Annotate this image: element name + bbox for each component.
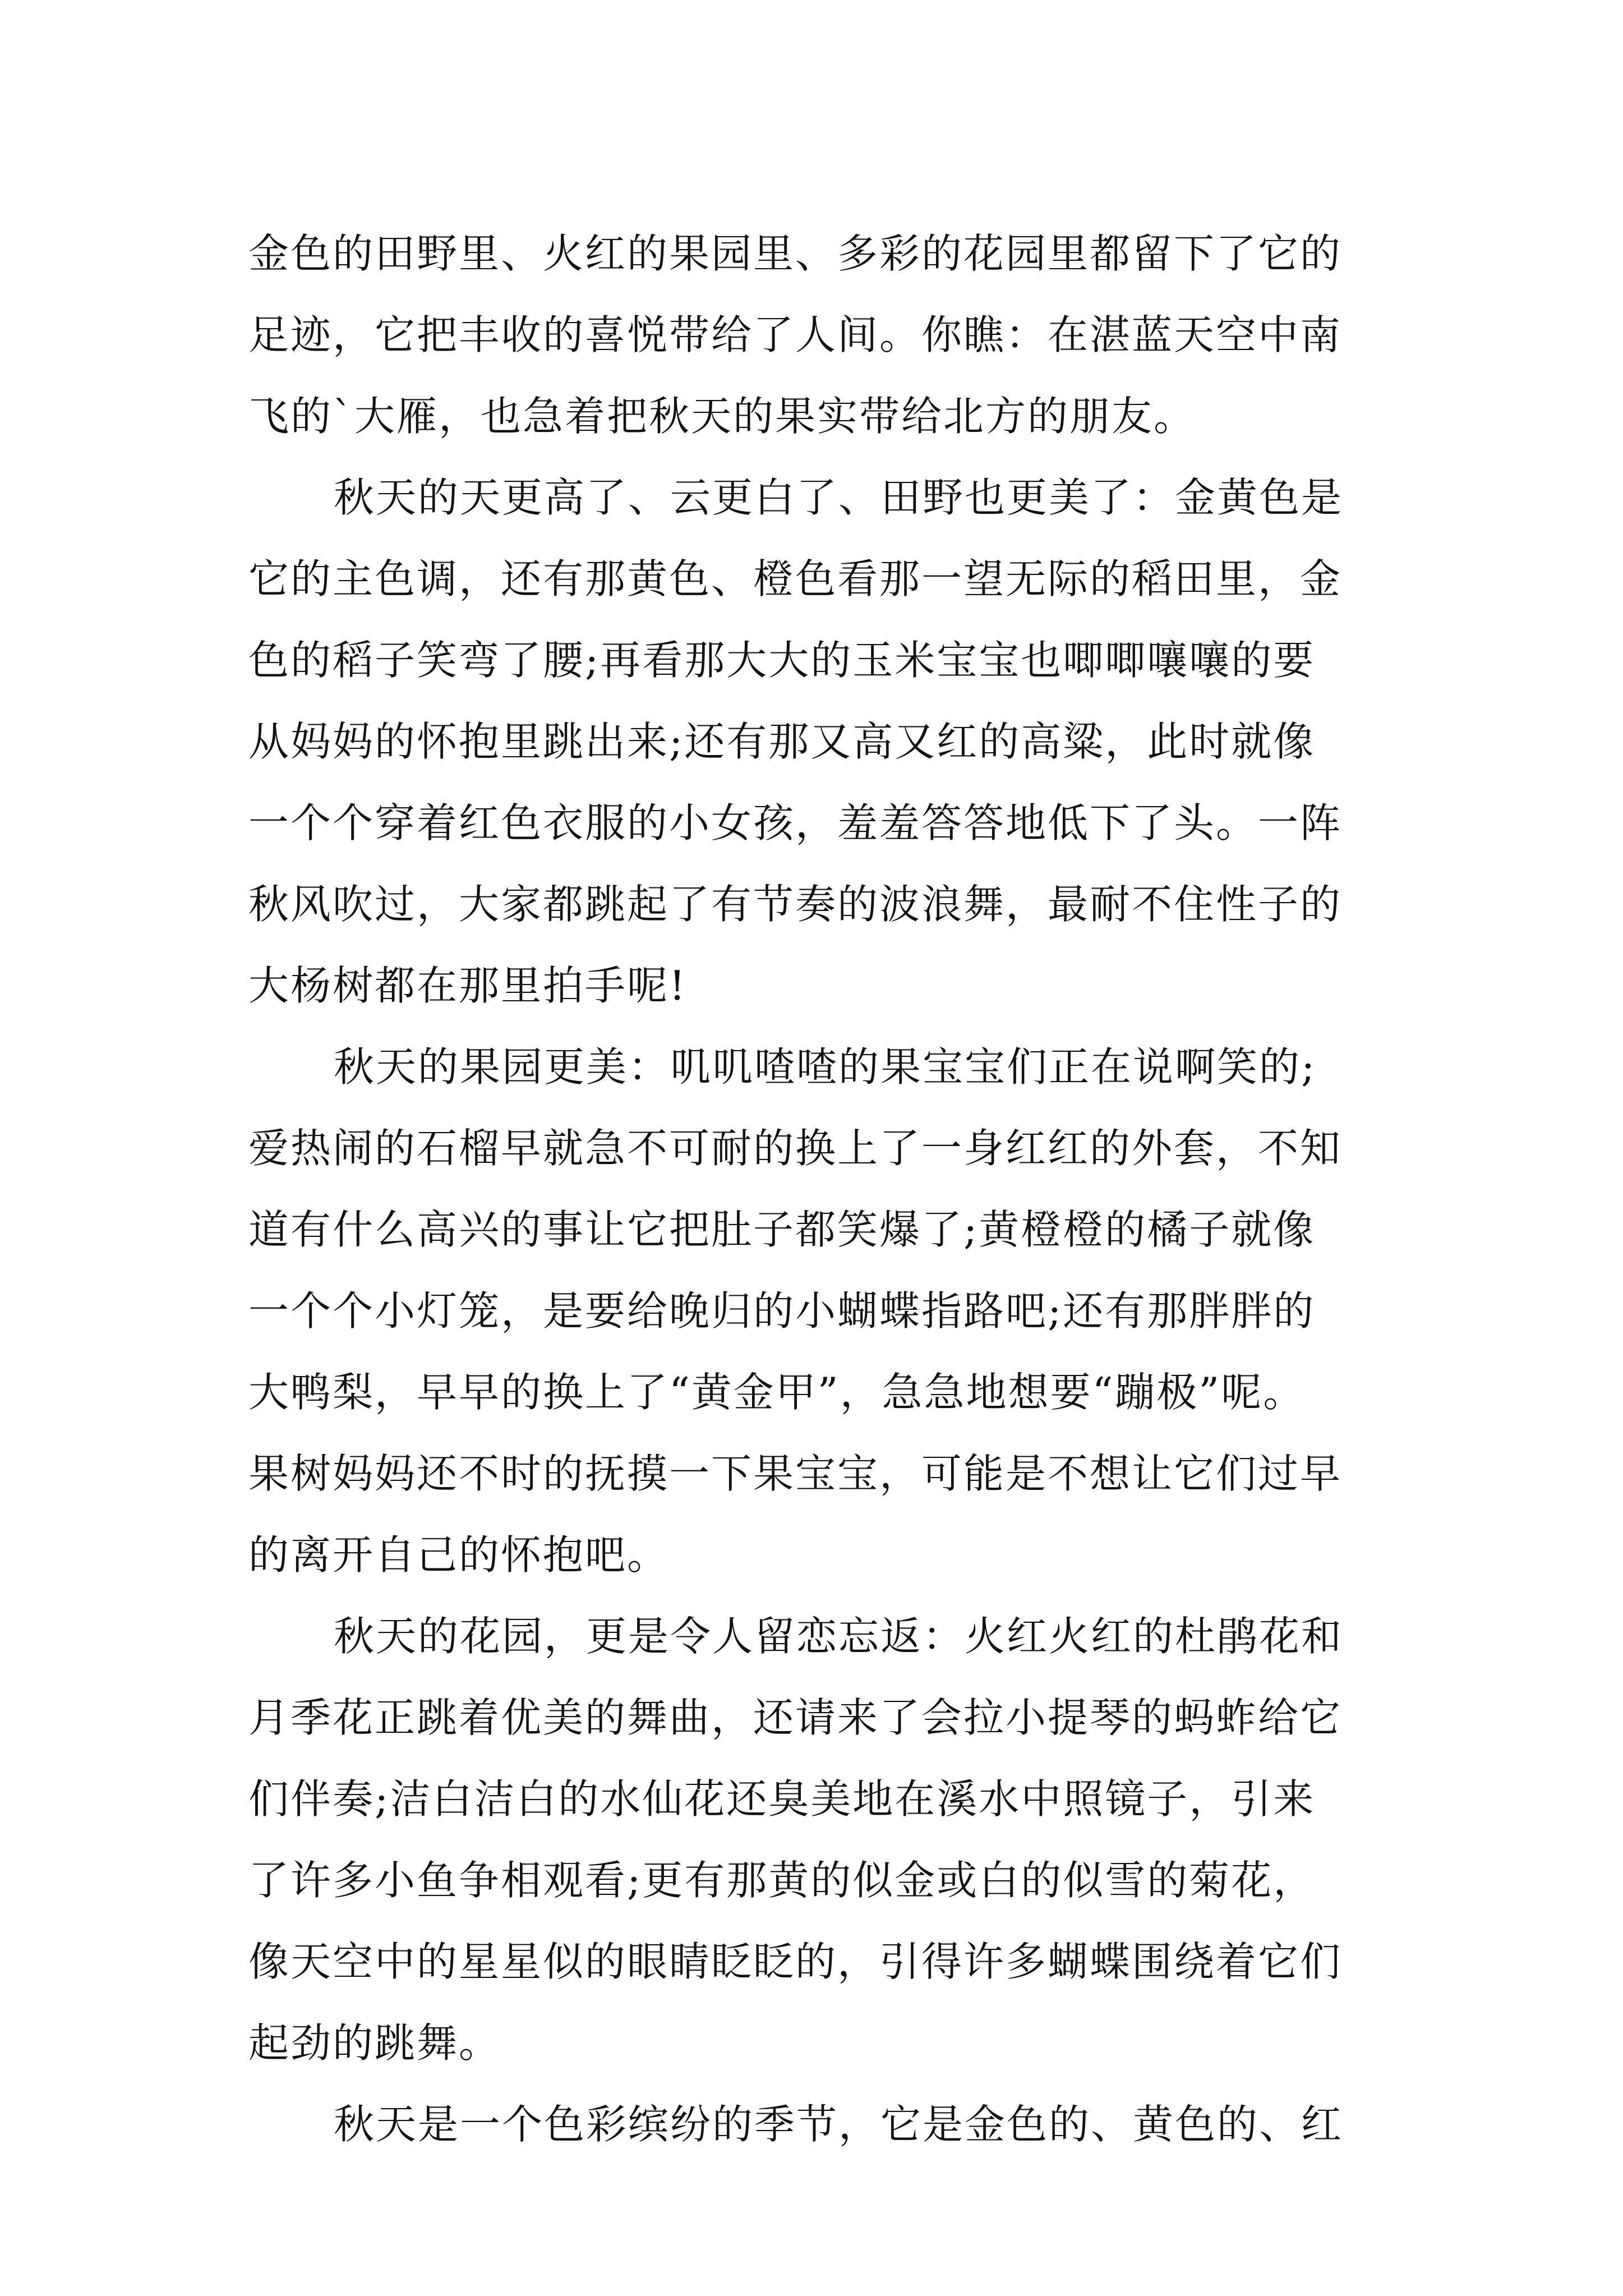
document-body — [248, 213, 1376, 2165]
text-line: 月季花正跳着优美的舞曲，还请来了会拉小提琴的蚂蚱给它 — [248, 1694, 1343, 1741]
text-line: 爱热闹的石榴早就急不可耐的换上了一身红红的外套，不知 — [248, 1125, 1343, 1172]
text-line: 们伴奏;洁白洁白的水仙花还臭美地在溪水中照镜子，引来 — [248, 1775, 1316, 1823]
text-line: 秋风吹过，大家都跳起了有节奏的波浪舞，最耐不住性子的 — [248, 881, 1343, 928]
text-line: 从妈妈的怀抱里跳出来;还有那又高又红的高粱，此时就像 — [248, 718, 1316, 765]
text-line: 一个个穿着红色衣服的小女孩，羞羞答答地低下了头。一阵 — [248, 799, 1343, 846]
text-line: 足迹，它把丰收的喜悦带给了人间。你瞧：在湛蓝天空中南 — [248, 311, 1343, 358]
text-line: 起劲的跳舞。 — [248, 2019, 501, 2067]
paragraph-start-line: 秋天是一个色彩缤纷的季节，它是金色的、黄色的、红 — [334, 2101, 1344, 2148]
text-line: 金色的田野里、火红的果园里、多彩的花园里都留下了它的 — [248, 230, 1343, 277]
text-line: 了许多小鱼争相观看;更有那黄的似金或白的似雪的菊花， — [248, 1857, 1316, 1904]
text-line: 果树妈妈还不时的抚摸一下果宝宝，可能是不想让它们过早 — [248, 1450, 1343, 1497]
paragraph-start-line: 秋天的天更高了、云更白了、田野也更美了：金黄色是 — [334, 474, 1344, 521]
paragraph-start-line: 秋天的花园，更是令人留恋忘返：火红火红的杜鹃花和 — [334, 1613, 1344, 1660]
text-line: 的离开自己的怀抱吧。 — [248, 1531, 670, 1579]
text-line: 大杨树都在那里拍手呢! — [248, 962, 687, 1009]
text-line: 色的稻子笑弯了腰;再看那大大的玉米宝宝也唧唧嚷嚷的要 — [248, 637, 1316, 684]
paragraph-start-line: 秋天的果园更美：叽叽喳喳的果宝宝们正在说啊笑的; — [334, 1043, 1317, 1091]
text-line: 飞的`大雁，也急着把秋天的果实带给北方的朋友。 — [248, 393, 1196, 440]
text-line: 一个个小灯笼，是要给晚归的小蝴蝶指路吧;还有那胖胖的 — [248, 1287, 1316, 1335]
text-line: 它的主色调，还有那黄色、橙色看那一望无际的稻田里，金 — [248, 555, 1343, 602]
text-line: 像天空中的星星似的眼睛眨眨的，引得许多蝴蝶围绕着它们 — [248, 1938, 1343, 1985]
text-line: 道有什么高兴的事让它把肚子都笑爆了;黄橙橙的橘子就像 — [248, 1206, 1316, 1253]
text-line: 大鸭梨，早早的换上了“黄金甲”，急急地想要“蹦极”呢。 — [248, 1369, 1306, 1416]
